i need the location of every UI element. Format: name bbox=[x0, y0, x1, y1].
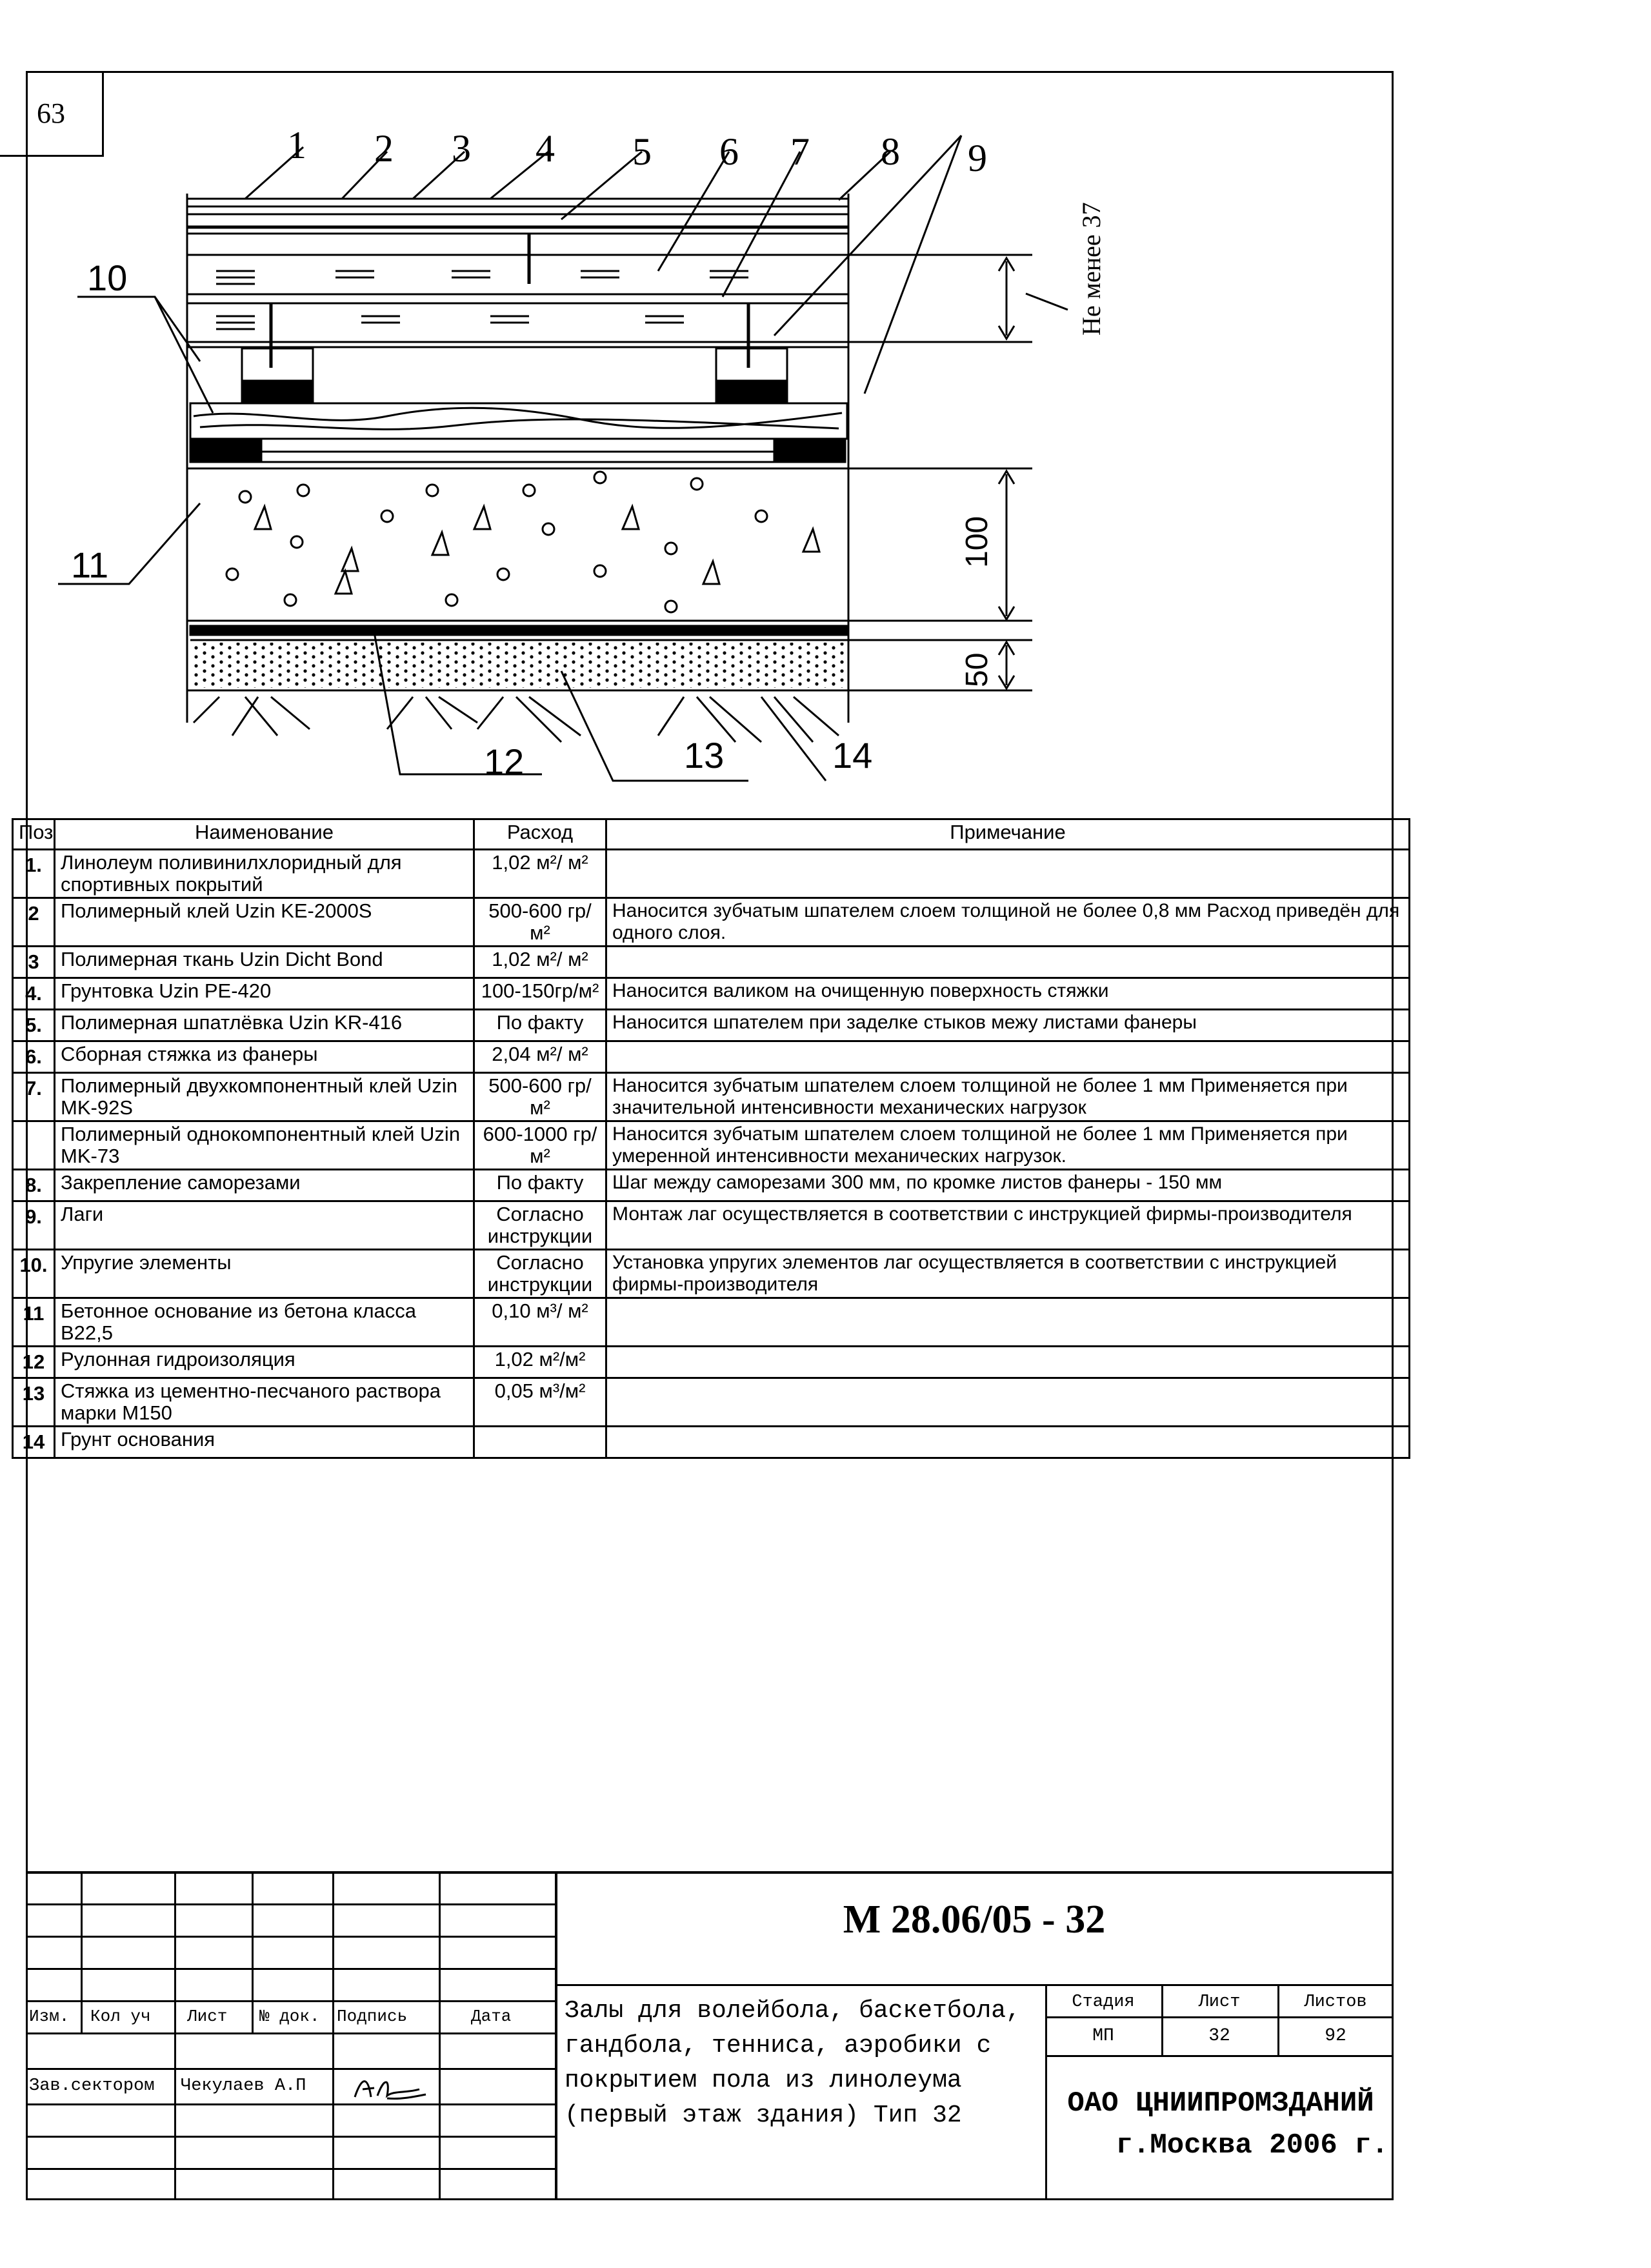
callout-14: 14 bbox=[832, 735, 873, 776]
cell-name: Закрепление саморезами bbox=[55, 1170, 474, 1201]
cell-pos: 8. bbox=[13, 1170, 55, 1201]
signature bbox=[348, 2071, 432, 2103]
header-pos: Поз bbox=[13, 819, 55, 850]
table-body bbox=[13, 850, 1410, 1458]
cell-note bbox=[606, 947, 1410, 978]
table-row bbox=[13, 1298, 1410, 1347]
cell-note: Наносится валиком на очищенную поверхность стяжки bbox=[606, 978, 1410, 1010]
cell-pos: 14 bbox=[13, 1427, 55, 1458]
cell-note: Наносится зубчатым шпателем слоем толщиной не более 1 мм Применяется при значительной интенсивности механических нагрузок bbox=[606, 1073, 1410, 1121]
cell-note bbox=[606, 1298, 1410, 1347]
callout-6: 6 bbox=[719, 130, 739, 173]
stage-label: Стадия bbox=[1072, 1992, 1135, 2012]
cell-consumption: 0,10 м³/ м² bbox=[474, 1298, 606, 1347]
callout-labels bbox=[287, 124, 987, 179]
callout-4: 4 bbox=[535, 127, 555, 170]
col-data: Дата bbox=[471, 2007, 512, 2026]
callout-10: 10 bbox=[87, 257, 128, 298]
table-row bbox=[13, 947, 1410, 978]
col-list: Лист bbox=[187, 2007, 228, 2026]
dim-min-label: Не менее 37 bbox=[1077, 202, 1106, 336]
table-row bbox=[13, 1073, 1410, 1121]
cell-name: Рулонная гидроизоляция bbox=[55, 1347, 474, 1378]
col-ndok: № док. bbox=[259, 2007, 320, 2026]
table-row bbox=[13, 1170, 1410, 1201]
cell-consumption: 100-150гр/м² bbox=[474, 978, 606, 1010]
cell-pos: 13 bbox=[13, 1378, 55, 1427]
cell-note bbox=[606, 850, 1410, 898]
dimension-labels bbox=[960, 202, 1106, 687]
col-podpis: Подпись bbox=[337, 2007, 408, 2026]
table-row bbox=[13, 1010, 1410, 1041]
cell-consumption: 1,02 м²/ м² bbox=[474, 850, 606, 898]
cell-name: Полимерный двухкомпонентный клей Uzin MK-92S bbox=[55, 1073, 474, 1121]
cell-pos: 10. bbox=[13, 1250, 55, 1298]
table-row bbox=[13, 898, 1410, 947]
col-kol: Кол уч bbox=[90, 2007, 151, 2026]
floor-section-drawing bbox=[0, 0, 1651, 819]
cell-pos: 7. bbox=[13, 1073, 55, 1121]
cell-pos bbox=[13, 1121, 55, 1170]
table-row bbox=[13, 1201, 1410, 1250]
person-name: Чекулаев А.П bbox=[181, 2076, 306, 2096]
document-code: М 28.06/05 - 32 bbox=[843, 1898, 1106, 1942]
callout-5: 5 bbox=[632, 130, 652, 173]
cell-name: Полимерный клей Uzin KE-2000S bbox=[55, 898, 474, 947]
callout-2: 2 bbox=[374, 127, 394, 170]
cell-consumption: 500-600 гр/м² bbox=[474, 898, 606, 947]
cell-note: Шаг между саморезами 300 мм, по кромке листов фанеры - 150 мм bbox=[606, 1170, 1410, 1201]
cell-name: Полимерная шпатлёвка Uzin KR-416 bbox=[55, 1010, 474, 1041]
cell-name: Лаги bbox=[55, 1201, 474, 1250]
city-year: г.Москва 2006 г. bbox=[1116, 2129, 1388, 2162]
callout-7: 7 bbox=[790, 130, 810, 173]
cell-note bbox=[606, 1427, 1410, 1458]
cell-note: Наносится зубчатым шпателем слоем толщиной не более 1 мм Применяется при умеренной интенсивности механических нагрузок. bbox=[606, 1121, 1410, 1170]
cell-consumption: По факту bbox=[474, 1170, 606, 1201]
cell-name: Грунт основания bbox=[55, 1427, 474, 1458]
cell-name: Линолеум поливинилхлоридный для спортивных покрытий bbox=[55, 850, 474, 898]
sheet-label: Лист bbox=[1198, 1992, 1241, 2012]
section-body bbox=[58, 135, 1068, 781]
cell-note: Наносится шпателем при заделке стыков межу листами фанеры bbox=[606, 1010, 1410, 1041]
table-row bbox=[13, 1347, 1410, 1378]
cell-name: Полимерный однокомпонентный клей Uzin MK-73 bbox=[55, 1121, 474, 1170]
cell-pos: 6. bbox=[13, 1041, 55, 1073]
title-block bbox=[26, 1871, 1394, 2200]
callout-11: 11 bbox=[71, 545, 109, 585]
dim-50-label: 50 bbox=[960, 652, 994, 687]
callout-12: 12 bbox=[484, 741, 525, 782]
cell-note bbox=[606, 1378, 1410, 1427]
cell-note: Установка упругих элементов лаг осуществляется в соответствии с инструкцией фирмы-производителя bbox=[606, 1250, 1410, 1298]
role-label: Зав.сектором bbox=[29, 2076, 155, 2096]
cell-name: Стяжка из цементно-песчаного раствора марки М150 bbox=[55, 1378, 474, 1427]
cell-pos: 4. bbox=[13, 978, 55, 1010]
cell-note bbox=[606, 1041, 1410, 1073]
sheet-value: 32 bbox=[1208, 2026, 1230, 2046]
cell-name: Грунтовка Uzin PE-420 bbox=[55, 978, 474, 1010]
cell-pos: 11 bbox=[13, 1298, 55, 1347]
concrete-aggregate bbox=[226, 472, 819, 612]
header-note: Примечание bbox=[606, 819, 1410, 850]
callout-labels-lower bbox=[71, 257, 872, 782]
table-row bbox=[13, 850, 1410, 898]
cell-consumption: По факту bbox=[474, 1010, 606, 1041]
sheets-value: 92 bbox=[1325, 2026, 1346, 2046]
cell-pos: 3 bbox=[13, 947, 55, 978]
cell-consumption: 0,05 м³/м² bbox=[474, 1378, 606, 1427]
cell-consumption: 1,02 м²/ м² bbox=[474, 947, 606, 978]
callout-3: 3 bbox=[452, 127, 471, 170]
cell-consumption: Согласно инструкции bbox=[474, 1201, 606, 1250]
table-row bbox=[13, 1427, 1410, 1458]
cell-name: Упругие элементы bbox=[55, 1250, 474, 1298]
callout-8: 8 bbox=[881, 130, 900, 173]
cell-consumption bbox=[474, 1427, 606, 1458]
stage-value: МП bbox=[1092, 2026, 1114, 2046]
table-row bbox=[13, 1250, 1410, 1298]
organization-name: ОАО ЦНИИПРОМЗДАНИЙ bbox=[1067, 2087, 1374, 2120]
cell-note bbox=[606, 1347, 1410, 1378]
cell-pos: 5. bbox=[13, 1010, 55, 1041]
cell-note: Монтаж лаг осуществляется в соответствии с инструкцией фирмы-производителя bbox=[606, 1201, 1410, 1250]
cell-consumption: 1,02 м²/м² bbox=[474, 1347, 606, 1378]
callout-13: 13 bbox=[684, 735, 725, 776]
cell-name: Полимерная ткань Uzin Dicht Bond bbox=[55, 947, 474, 978]
page-number: 63 bbox=[0, 71, 104, 157]
drawing-title: Залы для волейбола, баскетбола, гандбола, тенниса, аэробики с покрытием пола из линолеума (первый этаж здания) Тип 32 bbox=[565, 1997, 1021, 2129]
cell-consumption: 2,04 м²/ м² bbox=[474, 1041, 606, 1073]
cell-pos: 9. bbox=[13, 1201, 55, 1250]
table-row bbox=[13, 1041, 1410, 1073]
specification-table bbox=[12, 818, 1410, 1459]
cell-note: Наносится зубчатым шпателем слоем толщиной не более 0,8 мм Расход приведён для одного слоя. bbox=[606, 898, 1410, 947]
callout-9: 9 bbox=[968, 137, 987, 179]
cell-consumption: Согласно инструкции bbox=[474, 1250, 606, 1298]
callout-1: 1 bbox=[287, 124, 306, 166]
cell-consumption: 600-1000 гр/м² bbox=[474, 1121, 606, 1170]
plywood-hatching bbox=[216, 271, 748, 329]
cell-consumption: 500-600 гр/м² bbox=[474, 1073, 606, 1121]
table-row bbox=[13, 978, 1410, 1010]
cell-name: Бетонное основание из бетона класса В22,5 bbox=[55, 1298, 474, 1347]
dim-100-label: 100 bbox=[960, 516, 994, 568]
table-row bbox=[13, 1121, 1410, 1170]
cell-pos: 1. bbox=[13, 850, 55, 898]
table-header-row bbox=[13, 819, 1410, 850]
cell-name: Сборная стяжка из фанеры bbox=[55, 1041, 474, 1073]
cell-pos: 2 bbox=[13, 898, 55, 947]
header-name: Наименование bbox=[55, 819, 474, 850]
sheets-label: Листов bbox=[1304, 1992, 1367, 2012]
col-izm: Изм. bbox=[29, 2007, 70, 2026]
header-consumption: Расход bbox=[474, 819, 606, 850]
cell-pos: 12 bbox=[13, 1347, 55, 1378]
table-row bbox=[13, 1378, 1410, 1427]
